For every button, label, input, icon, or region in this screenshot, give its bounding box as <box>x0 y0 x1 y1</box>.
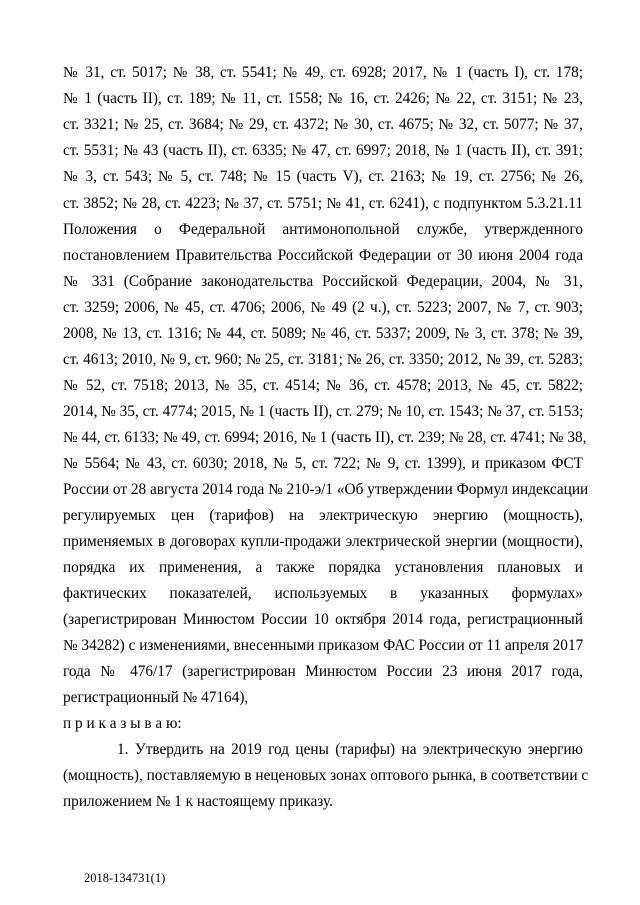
paragraph-line: России от 28 августа 2014 года № 210-э/1 «Об утверждении Формул индексации <box>63 481 589 498</box>
paragraph-line: ст. 4613; 2010, № 9, ст. 960; № 25, ст. 3181; № 26, ст. 3350; 2012, № 39, ст. 5283; <box>63 351 583 368</box>
paragraph-line: года № 476/17 (зарегистрирован Минюстом России 23 июня 2017 года, <box>63 663 583 680</box>
paragraph-line: Положения о Федеральной антимонопольной службе, утвержденного <box>63 221 583 238</box>
paragraph-line: ст. 3321; № 25, ст. 3684; № 29, ст. 4372; № 30, ст. 4675; № 32, ст. 5077; № 37, <box>63 116 583 133</box>
item-1-line: (мощность), поставляемую в неценовых зонах оптового рынка, в соответствии с <box>63 767 589 784</box>
paragraph-line: 2014, № 35, ст. 4774; 2015, № 1 (часть II), ст. 279; № 10, ст. 1543; № 37, ст. 5153; <box>63 403 584 420</box>
footer-document-code: 2018-134731(1) <box>84 871 166 885</box>
paragraph-line: № 3, ст. 543; № 5, ст. 748; № 15 (часть V), ст. 2163; № 19, ст. 2756; № 26, <box>63 168 583 185</box>
paragraph-line: № 31, ст. 5017; № 38, ст. 5541; № 49, ст. 6928; 2017, № 1 (часть I), ст. 178; <box>63 64 583 81</box>
paragraph-line: № 34282) с изменениями, внесенными приказом ФАС России от 11 апреля 2017 <box>63 637 584 654</box>
paragraph-line: регистрационный № 47164), <box>63 689 249 706</box>
paragraph-line: постановлением Правительства Российской Федерации от 30 июня 2004 года <box>63 247 583 264</box>
paragraph-line: применяемых в договорах купли-продажи электрической энергии (мощности), <box>63 533 583 550</box>
paragraph-line: фактических показателей, используемых в указанных формулах» <box>63 585 583 602</box>
paragraph-line: 2008, № 13, ст. 1316; № 44, ст. 5089; № 46, ст. 5337; 2009, № 3, ст. 378; № 39, <box>63 325 583 342</box>
paragraph-line: ст. 3852; № 28, ст. 4223; № 37, ст. 5751; № 41, ст. 6241), с подпунктом 5.3.21.11 <box>63 195 583 212</box>
paragraph-line: № 52, ст. 7518; 2013, № 35, ст. 4514; № 36, ст. 4578; 2013, № 45, ст. 5822; <box>63 377 583 394</box>
paragraph-line: № 331 (Собрание законодательства Российской Федерации, 2004, № 31, <box>63 273 583 290</box>
paragraph-line: ст. 5531; № 43 (часть II), ст. 6335; № 47, ст. 6997; 2018, № 1 (часть II), ст. 391; <box>63 142 583 159</box>
paragraph-line: ст. 3259; 2006, № 45, ст. 4706; 2006, № 49 (2 ч.), ст. 5223; 2007, № 7, ст. 903; <box>63 299 583 316</box>
paragraph-line: порядка их применения, а также порядка установления плановых и <box>63 559 583 576</box>
paragraph-line: № 44, ст. 6133; № 49, ст. 6994; 2016, № 1 (часть II), ст. 239; № 28, ст. 4741; № 38, <box>63 429 587 446</box>
item-1-line: приложением № 1 к настоящему приказу. <box>63 793 333 810</box>
paragraph-line: № 1 (часть II), ст. 189; № 11, ст. 1558; № 16, ст. 2426; № 22, ст. 3151; № 23, <box>63 90 583 107</box>
paragraph-line: № 5564; № 43, ст. 6030; 2018, № 5, ст. 722; № 9, ст. 1399), и приказом ФСТ <box>63 455 583 472</box>
order-word: п р и к а з ы в а ю: <box>63 715 182 732</box>
item-1-line: 1. Утвердить на 2019 год цены (тарифы) на электрическую энергию <box>117 741 583 758</box>
paragraph-line: (зарегистрирован Минюстом России 10 октября 2014 года, регистрационный <box>63 611 583 628</box>
paragraph-line: регулируемых цен (тарифов) на электрическую энергию (мощность), <box>63 507 583 524</box>
